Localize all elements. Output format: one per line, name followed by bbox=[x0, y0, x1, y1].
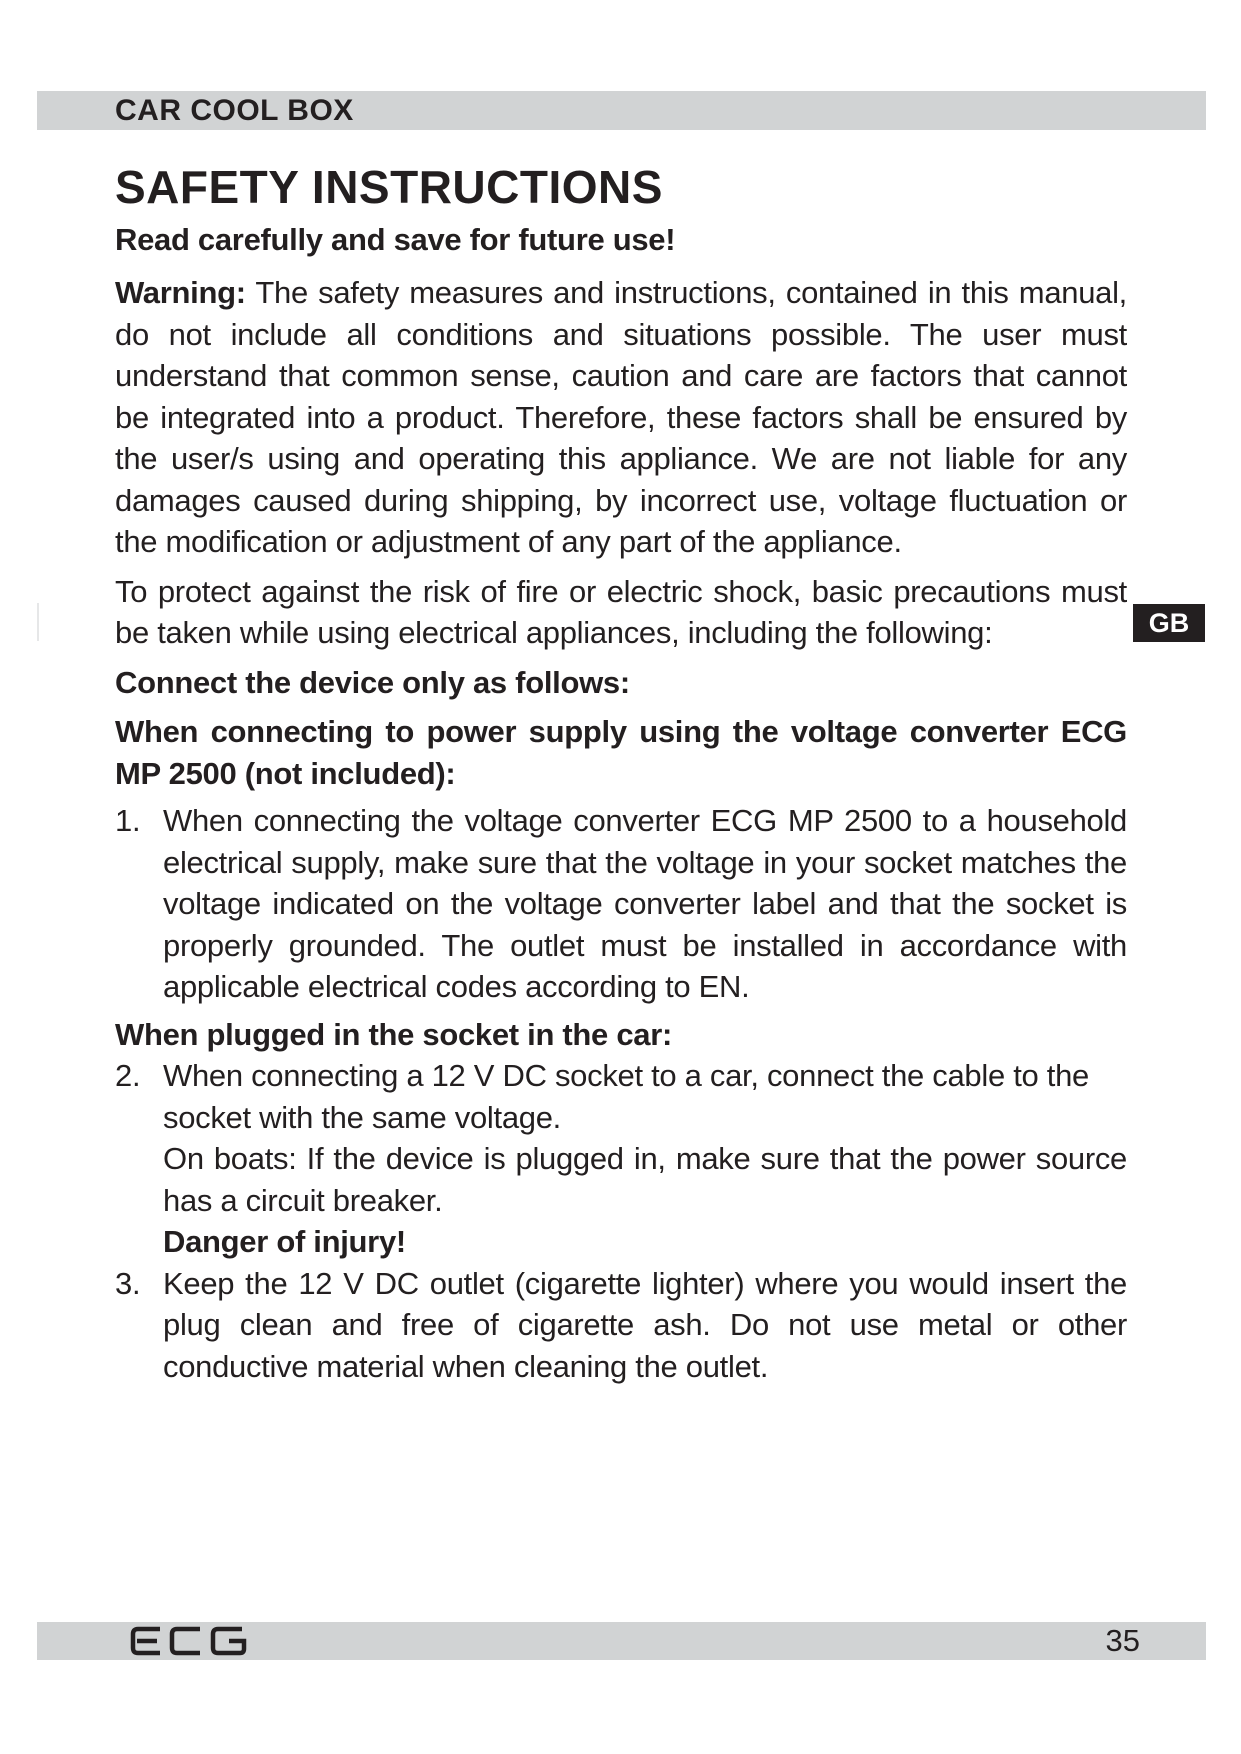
warning-label: Warning: bbox=[115, 275, 246, 310]
list-item-2-text: When connecting a 12 V DC socket to a car, connect the cable to the socket with the same voltage. bbox=[163, 1058, 1089, 1135]
document-header-title: CAR COOL BOX bbox=[115, 94, 354, 127]
subtitle: Read carefully and save for future use! bbox=[115, 222, 676, 257]
list-item-3-text: Keep the 12 V DC outlet (cigarette lighter) where you would insert the plug clean and free of cigarette ash. Do not use metal or other conductive material when cleaning the outlet. bbox=[163, 1265, 1127, 1384]
logo-letter-c bbox=[172, 1629, 200, 1653]
page-title: SAFETY INSTRUCTIONS bbox=[115, 161, 663, 213]
margin-mark bbox=[37, 603, 39, 641]
list-item-1 bbox=[115, 800, 1127, 1008]
list-number-2: 2. bbox=[115, 1058, 141, 1093]
warning-paragraph bbox=[115, 272, 1127, 563]
ecg-logo bbox=[130, 1625, 248, 1657]
connect-heading: Connect the device only as follows: bbox=[115, 664, 630, 700]
main-content bbox=[115, 158, 1127, 1387]
logo-letter-g bbox=[213, 1629, 244, 1653]
page-number: 35 bbox=[1105, 1623, 1140, 1658]
car-heading: When plugged in the socket in the car: bbox=[115, 1016, 672, 1052]
list-item-2 bbox=[115, 1055, 1127, 1263]
list-number-1: 1. bbox=[115, 803, 141, 838]
language-tab-gb: GB bbox=[1133, 604, 1205, 642]
list-number-3: 3. bbox=[115, 1265, 141, 1301]
converter-heading: When connecting to power supply using the voltage converter ECG MP 2500 (not included): bbox=[115, 714, 1127, 791]
list-item-1-text: When connecting the voltage converter ECG MP 2500 to a household electrical supply, make sure that the voltage in your socket matches the voltage indicated on the voltage converter label and that the socket is properly grounded. The outlet must be installed in accordance with applicable electrical codes according to EN. bbox=[163, 803, 1127, 1004]
protect-paragraph: To protect against the risk of fire or electric shock, basic precautions must be taken while using electrical appliances, including the following: bbox=[115, 573, 1127, 650]
list-item-2-boats: On boats: If the device is plugged in, make sure that the power source has a circuit breaker. bbox=[163, 1141, 1127, 1218]
warning-text: The safety measures and instructions, contained in this manual, do not include all conditions and situations possible. The user must understand that common sense, caution and care are factors that cannot be integrated into a product. Therefore, these factors shall be ensured by the user/s using and operating this appliance. We are not liable for any damages caused during shipping, by incorrect use, voltage fluctuation or the modification or adjustment of any part of the appliance. bbox=[115, 275, 1127, 559]
list-item-3 bbox=[115, 1263, 1127, 1388]
danger-warning: Danger of injury! bbox=[163, 1224, 406, 1259]
